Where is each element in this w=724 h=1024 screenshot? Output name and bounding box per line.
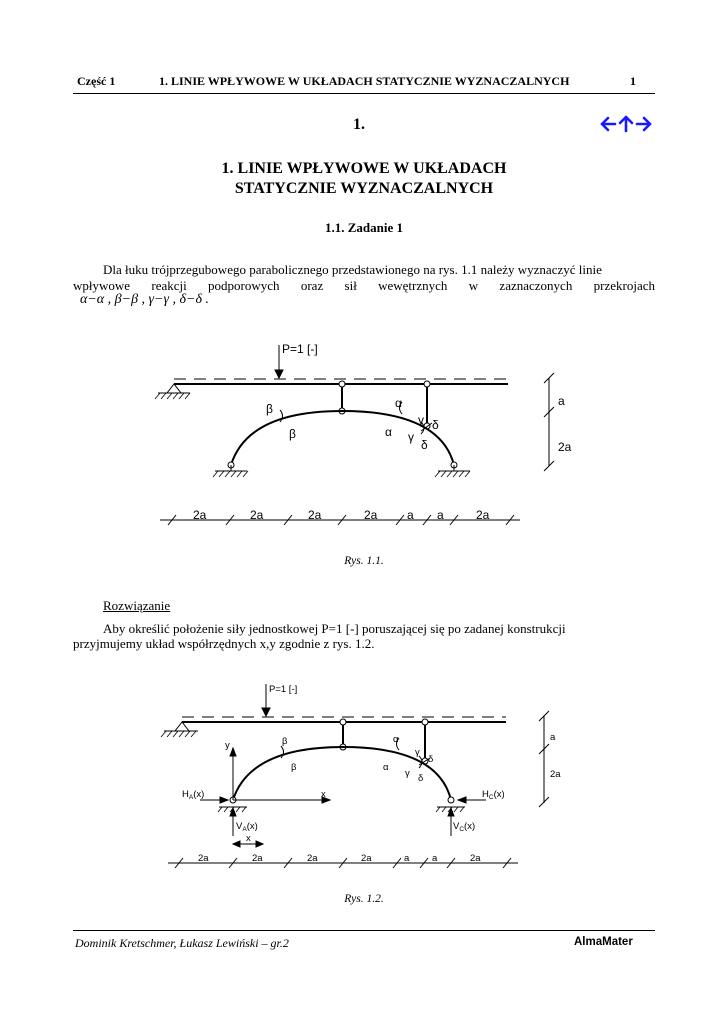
svg-text:HA(x): $H_A(x)$ [182, 789, 205, 801]
load-label: P=1 [-] [282, 342, 318, 356]
svg-text:γ: γ [405, 768, 410, 779]
svg-text:2a: 2a [470, 853, 481, 864]
svg-text:2a: 2a [307, 853, 318, 864]
section-title: 1.1. Zadanie 1 [324, 220, 403, 235]
svg-text:2a: 2a [364, 508, 378, 522]
svg-text:2a: 2a [250, 508, 264, 522]
intro-line-3-formula: α−α , β−β , γ−γ , δ−δ . [80, 292, 209, 307]
svg-text:a: a [407, 508, 414, 522]
svg-text:VA(x): $V_A(x)$ [236, 821, 258, 833]
svg-text:P=1 [-]: P=1 [-] [269, 684, 298, 695]
svg-text:2a: 2a [558, 440, 572, 454]
arrow-left-icon[interactable] [602, 118, 615, 130]
svg-text:a: a [404, 853, 410, 864]
svg-text:2a: 2a [550, 769, 561, 780]
header-part: Część 1 [77, 74, 116, 88]
solution-line-1: Aby określić położenie siły jednostkowej P=1 [-] poruszającej się po zadanej konstrukcji [103, 621, 566, 636]
svg-text:2a: 2a [198, 853, 209, 864]
intro-line-2: wpływowe reakcji podporowych oraz sił wewętrznych w zaznaczonych przekrojach [73, 278, 655, 293]
svg-text:y: y [225, 740, 230, 751]
arrow-right-icon[interactable] [637, 118, 650, 130]
svg-text:γ: γ [418, 413, 424, 427]
svg-text:α: α [395, 396, 402, 410]
svg-text:x: x [321, 789, 326, 800]
svg-text:α: α [385, 425, 392, 439]
svg-text:δ: δ [418, 773, 424, 784]
figure-1-2-caption: Rys. 1.2. [344, 893, 384, 905]
svg-text:γ: γ [415, 747, 420, 758]
figure-1-1-caption: Rys. 1.1. [344, 555, 384, 567]
chapter-heading-line2: STATYCZNIE WYZNACZALNYCH [234, 180, 494, 197]
svg-text:VC(x): $V_C(x)$ [453, 821, 476, 833]
svg-text:a: a [550, 732, 556, 743]
header-title: 1. LINIE WPŁYWOWE W UKŁADACH STATYCZNIE WYZNACZALNYCH [159, 74, 570, 88]
svg-text:HC(x): $H_C(x)$ [482, 789, 505, 801]
svg-text:2a: 2a [193, 508, 207, 522]
figure-1-2 [140, 676, 580, 876]
svg-text:β: β [291, 762, 297, 773]
svg-text:2a: 2a [361, 853, 372, 864]
solution-heading: Rozwiązanie [103, 598, 171, 613]
svg-text:x: x [246, 833, 251, 844]
figure-1-1 [140, 335, 580, 545]
svg-text:β: β [289, 427, 296, 441]
footer-rule [73, 930, 655, 931]
svg-text:β: β [282, 736, 288, 747]
svg-text:α: α [393, 734, 399, 745]
svg-text:δ: δ [432, 418, 439, 432]
svg-text:a: a [558, 394, 565, 408]
svg-text:β: β [266, 402, 273, 416]
svg-text:α: α [383, 762, 389, 773]
header-rule [73, 93, 655, 94]
intro-line-1: Dla łuku trójprzegubowego parabolicznego przedstawionego na rys. 1.1 należy wyznaczyć linie [103, 262, 602, 277]
header-page-number: 1 [630, 74, 636, 88]
svg-text:a: a [437, 508, 444, 522]
footer-authors: Dominik Kretschmer, Łukasz Lewiński – gr.2 [75, 936, 289, 950]
svg-text:2a: 2a [476, 508, 490, 522]
svg-text:γ: γ [408, 430, 414, 444]
chapter-number: 1. [353, 116, 365, 133]
svg-text:δ: δ [428, 754, 434, 765]
svg-text:δ: δ [421, 438, 428, 452]
svg-text:a: a [432, 853, 438, 864]
svg-text:2a: 2a [252, 853, 263, 864]
arrow-up-icon[interactable] [620, 117, 632, 131]
chapter-heading-line1: 1. LINIE WPŁYWOWE W UKŁADACH [221, 160, 507, 177]
nav-arrows [600, 114, 652, 134]
solution-line-2: przyjmujemy układ współrzędnych x,y zgodnie z rys. 1.2. [73, 636, 375, 651]
footer-brand: AlmaMater [574, 936, 633, 948]
svg-text:2a: 2a [308, 508, 322, 522]
